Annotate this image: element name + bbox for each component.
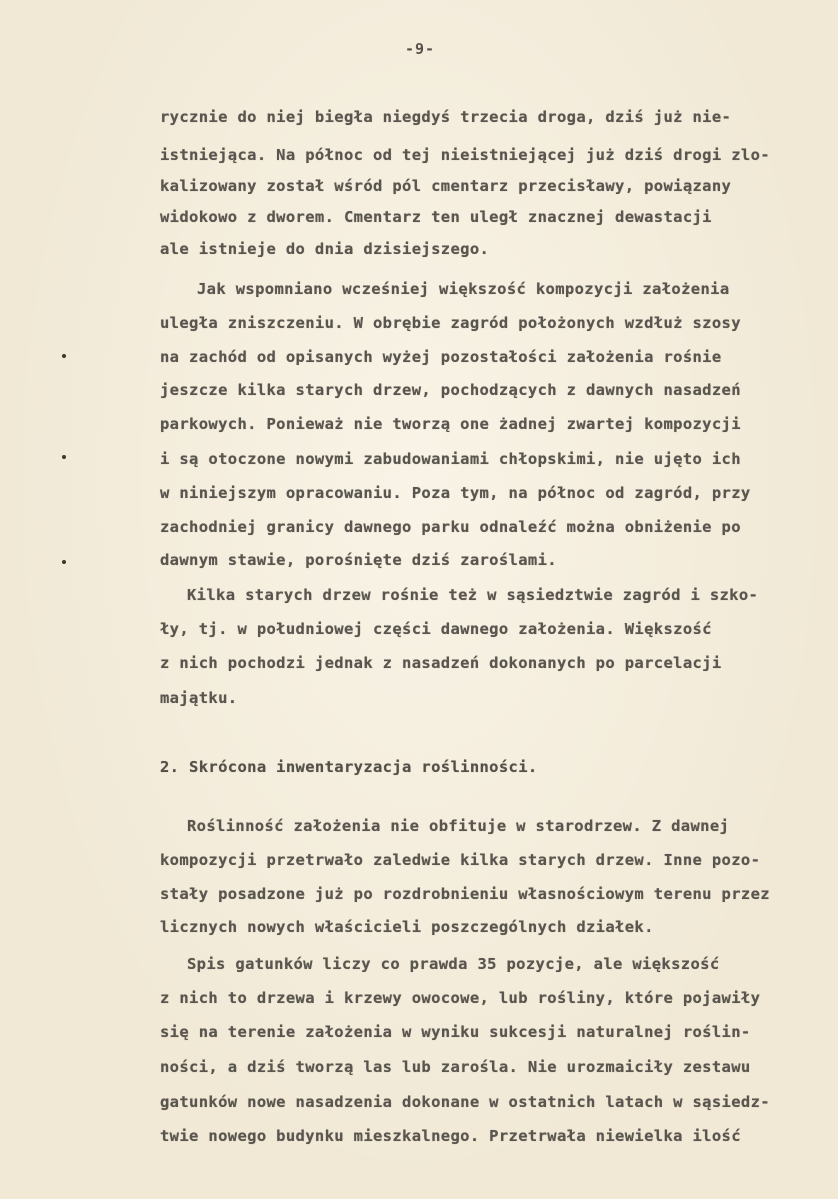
text-line: gatunków nowe nasadzenia dokonane w ostatnich latach w sąsiedz- [160, 1093, 770, 1111]
punch-hole-mark [62, 455, 66, 459]
text-line: Roślinność założenia nie obfituje w starodrzew. Z dawnej [187, 817, 730, 835]
text-line: z nich to drzewa i krzewy owocowe, lub rośliny, które pojawiły [160, 989, 761, 1007]
text-line: Jak wspomniano wcześniej większość kompozycji założenia [197, 280, 730, 298]
text-line: majątku. [160, 689, 238, 707]
text-line: z nich pochodzi jednak z nasadzeń dokonanych po parcelacji [160, 654, 722, 672]
text-line: Kilka starych drzew rośnie też w sąsiedztwie zagród i szko- [187, 586, 759, 604]
text-line: ności, a dziś tworzą las lub zarośla. Nie urozmaiciły zestawu [160, 1058, 751, 1076]
text-line: parkowych. Ponieważ nie tworzą one żadnej zwartej kompozycji [160, 415, 741, 433]
text-line: zachodniej granicy dawnego parku odnaleźć można obniżenie po [160, 518, 741, 536]
section-heading: 2. Skrócona inwentaryzacja roślinności. [160, 758, 538, 776]
text-line: i są otoczone nowymi zabudowaniami chłopskimi, nie ujęto ich [160, 450, 741, 468]
text-line: twie nowego budynku mieszkalnego. Przetrwała niewielka ilość [160, 1127, 741, 1145]
text-line: stały posadzone już po rozdrobnieniu własnościowym terenu przez [160, 885, 770, 903]
text-line: rycznie do niej biegła niegdyś trzecia droga, dziś już nie- [160, 108, 732, 126]
text-line: widokowo z dworem. Cmentarz ten uległ znacznej dewastacji [160, 208, 712, 226]
text-line: dawnym stawie, porośnięte dziś zaroślami. [160, 551, 557, 569]
text-line: się na terenie założenia w wyniku sukcesji naturalnej roślin- [160, 1023, 751, 1041]
page-number: -9- [405, 40, 436, 58]
text-line: na zachód od opisanych wyżej pozostałości założenia rośnie [160, 348, 722, 366]
text-line: uległa zniszczeniu. W obrębie zagród położonych wzdłuż szosy [160, 314, 741, 332]
text-line: ale istnieje do dnia dzisiejszego. [160, 240, 490, 258]
text-line: Spis gatunków liczy co prawda 35 pozycje, ale większość [187, 955, 720, 973]
punch-hole-mark [62, 354, 66, 358]
punch-hole-mark [62, 560, 66, 564]
text-line: kalizowany został wśród pól cmentarz przecisławy, powiązany [160, 177, 732, 195]
text-line: w niniejszym opracowaniu. Poza tym, na północ od zagród, przy [160, 484, 751, 502]
text-line: kompozycji przetrwało zaledwie kilka starych drzew. Inne pozo- [160, 851, 761, 869]
text-line: jeszcze kilka starych drzew, pochodzących z dawnych nasadzeń [160, 381, 741, 399]
text-line: licznych nowych właścicieli poszczególnych działek. [160, 918, 654, 936]
text-line: ły, tj. w południowej części dawnego założenia. Większość [160, 620, 712, 638]
text-line: istniejąca. Na północ od tej nieistniejącej już dziś drogi zlo- [160, 146, 770, 164]
